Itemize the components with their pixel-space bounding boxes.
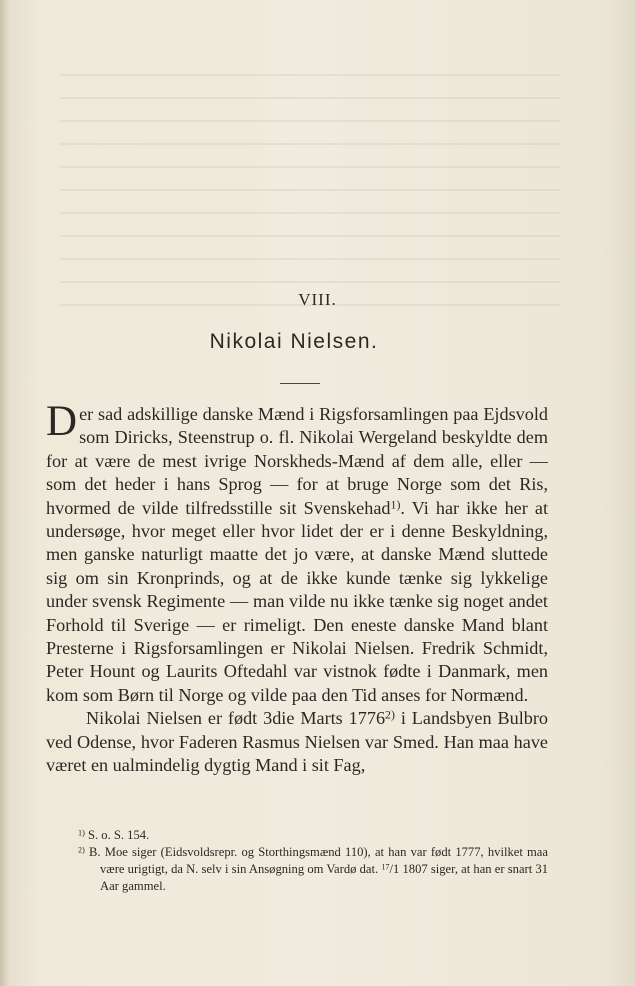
paragraph-2-text-b: i Landsbyen Bulbro ved Odense, hvor Faderen Rasmus Nielsen var Smed. Han maa have været en ualmindelig dygtig Mand i sit Fag, (46, 708, 548, 776)
footnote-ref-2: 2) (385, 707, 395, 722)
footnote-1 (78, 827, 548, 844)
footnote-ref-1: 1) (390, 497, 401, 512)
paragraph-2 (46, 707, 548, 777)
footnote-2 (78, 844, 548, 895)
footnote-2-mark: 2) (78, 845, 85, 855)
page-binding-edge (0, 0, 10, 986)
footnote-1-text: S. o. S. 154. (87, 828, 150, 842)
footnote-2-date-den: /1 (389, 862, 400, 876)
footnote-2-text-a: B. Moe siger (Eidsvoldsrepr. og Storthingsmænd 110), at han var født 1777, hvilket maa være urigtigt, da N. selv i sin Ansøgning om Vardø dat. (89, 845, 548, 876)
paragraph-1-text-a: er sad adskillige danske Mænd i Rigsforsamlingen paa Ejdsvold som Diricks, Steenstrup o. fl. Nikolai Wergeland beskyldte dem for at være de mest ivrige Norskheds-Mænd af dem alle, eller — som det heder i hans Sprog — for at bruge Norge som det Ris, hvormed de vilde tilfredsstille sit Svenskehad (46, 404, 548, 518)
bleed-through-text (60, 60, 560, 320)
paragraph-1-text-b: . Vi har ikke her at undersøge, hvor meget eller hvor lidet der er i denne Beskyldning, men ganske naturligt maatte det jo være, at danske Mænd sluttede sig om sin Kronprinds, og at de ikke kunde tænke sig lykkelige under svensk Regimente — man vilde nu ikke tænke sig noget andet Forhold til Sverige — er rimeligt. Den eneste danske Mand blant Presterne i Rigsforsamlingen er Nikolai Nielsen. Fredrik Schmidt, Peter Hount og Laurits Oftedahl var vistnok fødte i Danmark, men kom som Børn til Norge og vilde paa den Tid anses for Normænd. (46, 497, 548, 705)
paragraph-2-text-a: Nikolai Nielsen er født 3die Marts 1776 (86, 708, 386, 729)
chapter-title: Nikolai Nielsen. (209, 330, 379, 353)
body-text (46, 398, 548, 778)
drop-cap: D (46, 398, 78, 445)
chapter-number: VIII. (298, 290, 337, 309)
title-rule (280, 383, 320, 384)
footnote-1-mark: 1) (78, 828, 85, 838)
paragraph-1 (46, 398, 548, 707)
footnotes (78, 827, 548, 895)
footnote-2-text-b: 1807 siger, at han er snart 31 Aar gammel. (100, 862, 548, 893)
footnote-2-date-num: 17 (381, 862, 390, 872)
